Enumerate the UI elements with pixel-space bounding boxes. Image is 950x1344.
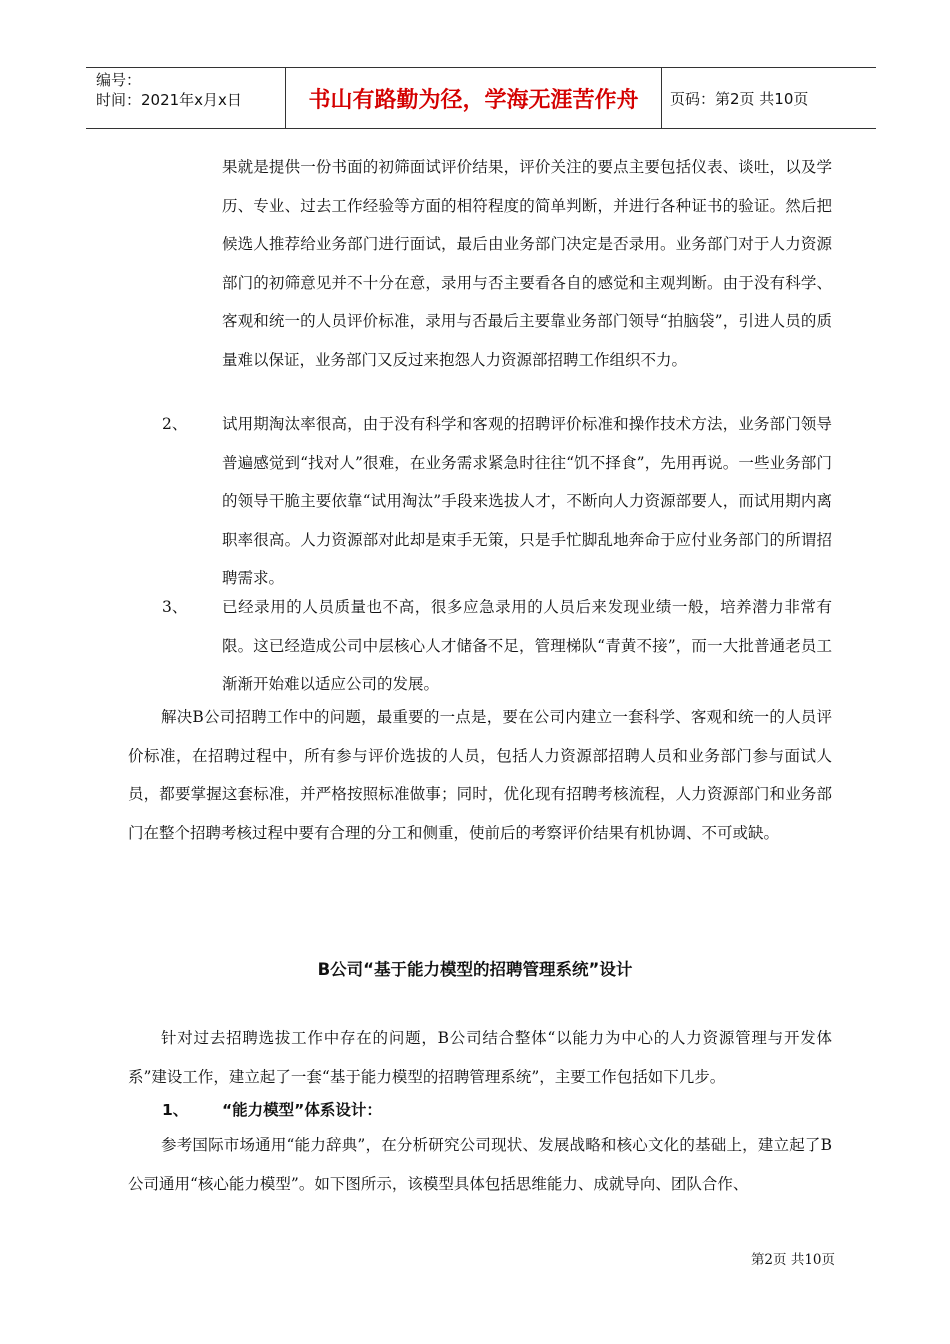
paragraph-ability-model: 参考国际市场通用“能力辞典”，在分析研究公司现状、发展战略和核心文化的基础上，建立起了B公司通用“核心能力模型”。如下图所示，该模型具体包括思维能力、成就导向、团队合作、 xyxy=(128,1136,832,1193)
paragraph-item1-continued: 果就是提供一份书面的初筛面试评价结果，评价关注的要点主要包括仪表、谈吐，以及学历、专业、过去工作经验等方面的相符程度的简单判断，并进行各种证书的验证。然后把候选人推荐给业务部门进行面试，最后由业务部门决定是否录用。业务部门对于人力资源部门的初筛意见并不十分在意，录用与否主要看各自的感觉和主观判断。由于没有科学、客观和统一的人员评价标准，录用与否最后主要靠业务部门领导“拍脑袋”，引进人员的质量难以保证，业务部门又反过来抱怨人力资源部招聘工作组织不力。 xyxy=(222,158,832,369)
paragraph-solution: 解决B公司招聘工作中的问题，最重要的一点是，要在公司内建立一套科学、客观和统一的人员评价标准，在招聘过程中，所有参与评价选拔的人员，包括人力资源部招聘人员和业务部门参与面试人员，都要掌握这套标准，并严格按照标准做事；同时，优化现有招聘考核流程，人力资源部门和业务部门在整个招聘考核过程中要有合理的分工和侧重，使前后的考察评价结果有机协调、不可或缺。 xyxy=(128,708,832,842)
header-motto: 书山有路勤为径，学海无涯苦作舟 xyxy=(286,68,662,128)
date-label: 时间：2021年x月x日 xyxy=(96,91,242,109)
list-number-2: 2、 xyxy=(162,415,188,433)
subhead-number: 1、 xyxy=(162,1101,189,1119)
section-title: B公司“基于能力模型的招聘管理系统”设计 xyxy=(317,960,633,979)
serial-label: 编号： xyxy=(96,71,142,89)
header-page-info: 页码：第2页 共10页 xyxy=(670,89,809,108)
paragraph-intro: 针对过去招聘选拔工作中存在的问题，B公司结合整体“以能力为中心的人力资源管理与开发体系”建设工作，建立起了一套“基于能力模型的招聘管理系统”，主要工作包括如下几步。 xyxy=(128,1029,832,1086)
subhead-text: “能力模型”体系设计： xyxy=(222,1101,382,1119)
paragraph-item3: 已经录用的人员质量也不高，很多应急录用的人员后来发现业绩一般，培养潜力非常有限。这已经造成公司中层核心人才储备不足，管理梯队“青黄不接”，而一大批普通老员工渐渐开始难以适应公司的发展。 xyxy=(222,598,832,693)
header-meta xyxy=(86,68,286,128)
list-number-3: 3、 xyxy=(162,598,188,616)
page-footer: 第2页 共10页 xyxy=(750,1252,835,1268)
page-header xyxy=(86,67,876,129)
paragraph-item2: 试用期淘汰率很高，由于没有科学和客观的招聘评价标准和操作技术方法，业务部门领导普遍感觉到“找对人”很难，在业务需求紧急时往往“饥不择食”，先用再说。一些业务部门的领导干脆主要依靠“试用淘汰”手段来选拔人才，不断向人力资源部要人，而试用期内离职率很高。人力资源部对此却是束手无策，只是手忙脚乱地奔命于应付业务部门的所谓招聘需求。 xyxy=(222,415,832,587)
